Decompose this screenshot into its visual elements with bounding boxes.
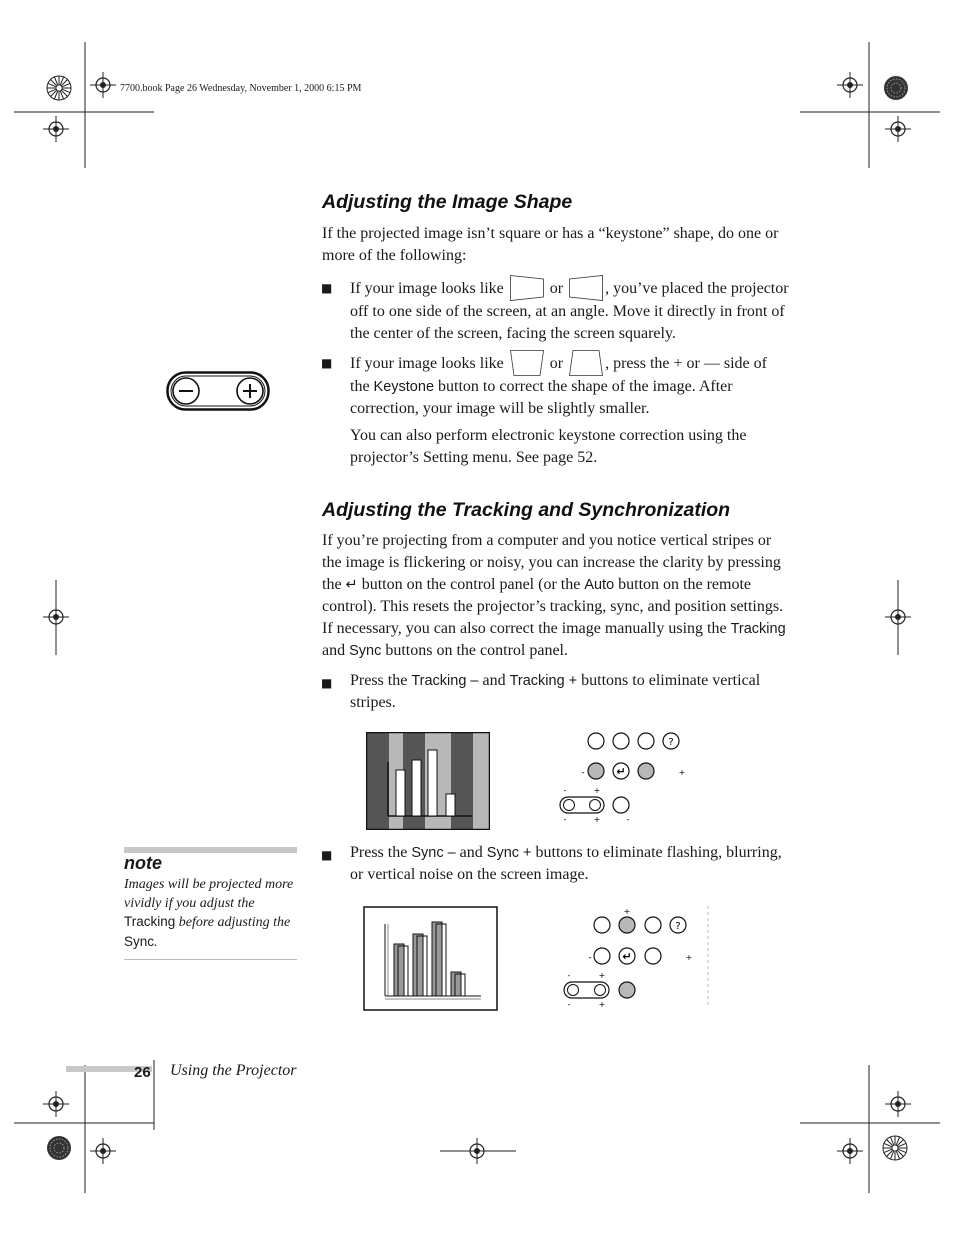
keystone-extra-paragraph: You can also perform electronic keystone correction using the projector’s Setting menu. See page 52. [350, 427, 747, 466]
bullet-marker: ■ [321, 356, 333, 370]
tracking-intro-paragraph: If you’re projecting from a computer and you notice vertical stripes or the image is flickering or noisy, you can increase the clarity by pressing the ↵ button on the control panel (or the Auto button on the remote control). This resets the projector’s tracking, sync, and position settings. If necessary, you can also correct the image manually using the Tracking and Sync buttons on the control panel. [322, 532, 786, 659]
control-panel-tracking [555, 730, 695, 825]
tracking-plus-label: Tracking + [509, 673, 578, 689]
intro-paragraph: If the projected image isn’t square or has a “keystone” shape, do one or more of the following: [322, 225, 779, 264]
svg-text:+: + [598, 971, 606, 980]
tracking-label: Tracking [730, 621, 786, 637]
svg-text:-: - [626, 815, 630, 824]
keystone-shape-right-icon [569, 275, 603, 301]
svg-text:-: - [567, 1000, 571, 1009]
enter-icon: ↵ [616, 765, 626, 778]
bullet-side-angle: If your image looks like or , you’ve placed the projector off to one side of the screen, at an angle. Move it directly in front of the center of the screen, facing the screen squarely. [350, 275, 790, 345]
bullet-sync: Press the Sync – and Sync + buttons to eliminate flashing, blurring, or vertical noise on the screen image. [350, 844, 782, 883]
book-header: 7700.book Page 26 Wednesday, November 1, 2000 6:15 PM [120, 83, 362, 94]
control-panel-sync [560, 906, 715, 1010]
enter-symbol: ↵ [345, 577, 358, 593]
svg-text:-: - [563, 786, 567, 795]
keystone-button-label: Keystone [373, 379, 435, 395]
note-text: Images will be projected more vividly if you adjust the Tracking before adjusting the Sync. [124, 877, 294, 950]
bullet-keystone: If your image looks like or , press the + or — side of the Keystone button to correct the shape of the image. After correction, your image will be slightly smaller. [350, 350, 790, 420]
enter-icon: ↵ [622, 950, 632, 963]
bullet-marker: ■ [321, 676, 333, 690]
sync-minus-label: Sync – [411, 845, 456, 861]
help-icon: ? [675, 921, 681, 932]
sync-label: Sync [349, 643, 382, 659]
bullet-tracking: Press the Tracking – and Tracking + buttons to eliminate vertical stripes. [350, 672, 761, 711]
svg-text:+: + [678, 768, 686, 777]
svg-text:-: - [567, 971, 571, 980]
keystone-shape-left-icon [510, 275, 544, 301]
tracking-minus-label: Tracking – [411, 673, 479, 689]
vertical-stripes-image [366, 732, 490, 830]
page-number: 26 [134, 1064, 151, 1081]
help-icon: ? [668, 737, 674, 748]
keystone-shape-top-wide-icon [510, 350, 544, 376]
keystone-button-illustration [166, 371, 270, 411]
blurred-image [363, 906, 498, 1011]
svg-text:-: - [563, 815, 567, 824]
bullet-marker: ■ [321, 281, 333, 295]
section-title-image-shape: Adjusting the Image Shape [322, 191, 573, 213]
svg-text:+: + [593, 815, 601, 824]
section-title-tracking-sync: Adjusting the Tracking and Synchronization [322, 499, 731, 521]
svg-text:+: + [685, 953, 693, 962]
svg-text:+: + [593, 786, 601, 795]
auto-button-label: Auto [584, 577, 615, 593]
sync-plus-label: Sync + [486, 845, 532, 861]
footer-title: Using the Projector [170, 1062, 297, 1079]
svg-text:+: + [623, 907, 631, 916]
note-divider [124, 959, 297, 960]
svg-text:-: - [588, 953, 592, 963]
svg-text:-: - [581, 768, 585, 778]
keystone-shape-bottom-wide-icon [569, 350, 603, 376]
note-title: note [124, 853, 162, 873]
bullet-marker: ■ [321, 848, 333, 862]
svg-text:+: + [598, 1000, 606, 1009]
